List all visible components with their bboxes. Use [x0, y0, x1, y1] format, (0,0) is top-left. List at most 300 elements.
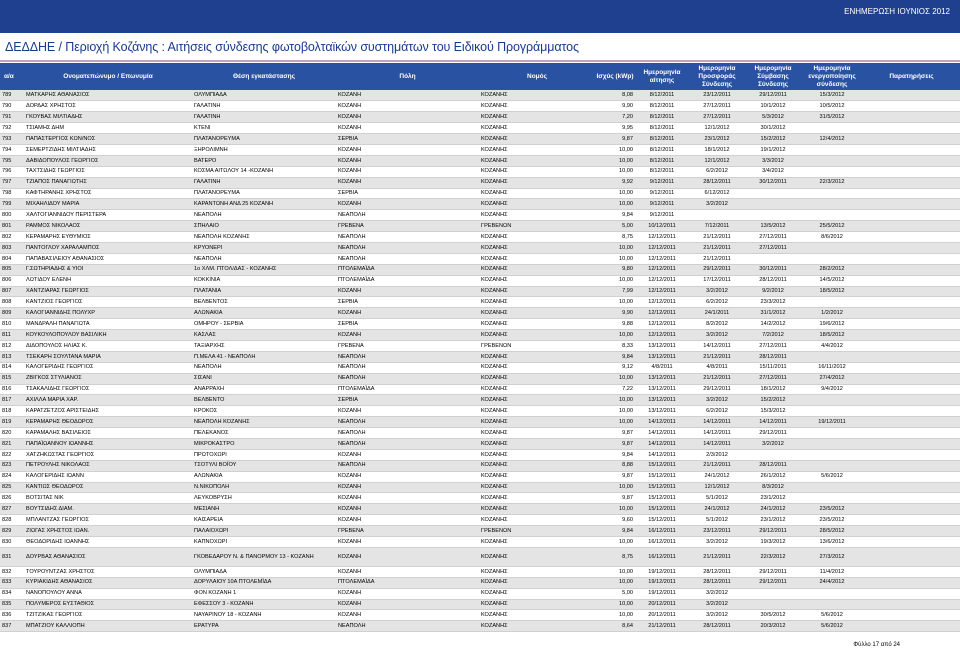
location-cell: ΚΡΟΚΟΣ: [192, 406, 336, 417]
remarks-cell: [863, 384, 960, 395]
location-cell: ΠΕΛΕΚΑΝΟΣ: [192, 428, 336, 439]
index-cell: 820: [0, 428, 24, 439]
name-cell: ΤΖΙΑΠΟΣ ΠΑΝΑΓΙΩΤΗΣ: [24, 177, 192, 188]
offer-date-cell: 4/8/2011: [689, 362, 745, 373]
table-row: [0, 537, 960, 548]
location-cell: ΚΑΙΣΑΡΕΙΑ: [192, 515, 336, 526]
activation-date-cell: [801, 449, 863, 460]
application-date-cell: 15/12/2011: [635, 471, 689, 482]
contract-date-cell: 3/2/2012: [745, 439, 801, 450]
offer-date-cell: 27/12/2011: [689, 101, 745, 112]
remarks-cell: [863, 482, 960, 493]
location-cell: ΚΟΣΜΑ ΑΙΤΩΛΟΥ 14 -ΚΟΖΑΝΗ: [192, 166, 336, 177]
name-cell: ΘΕΟΔΩΡΙΔΗΣ ΙΩΑΝΝΗΣ: [24, 537, 192, 548]
activation-date-cell: [801, 253, 863, 264]
activation-date-cell: [801, 482, 863, 493]
offer-date-cell: 21/12/2011: [689, 253, 745, 264]
power-cell: 10,00: [595, 373, 635, 384]
index-cell: 810: [0, 319, 24, 330]
remarks-cell: [863, 599, 960, 610]
city-cell: ΝΕΑΠΟΛΗ: [336, 439, 479, 450]
name-cell: ΒΟΥΤΣΙΔΗΣ ΔΙΑΜ.: [24, 504, 192, 515]
offer-date-cell: 14/12/2011: [689, 439, 745, 450]
offer-date-cell: 27/12/2011: [689, 112, 745, 123]
contract-date-cell: 18/1/2012: [745, 384, 801, 395]
col-name-header: Ονοματεπώνυμο / Επωνυμία: [63, 72, 153, 80]
activation-date-cell: 31/5/2012: [801, 112, 863, 123]
power-cell: 10,00: [595, 199, 635, 210]
name-cell: ΔΟΥΡΒΑΣ ΑΘΑΝΑΣΙΟΣ: [24, 547, 192, 566]
application-date-cell: 15/12/2011: [635, 460, 689, 471]
city-cell: ΠΤΟΛΕΜΑΪΔΑ: [336, 384, 479, 395]
power-cell: 10,00: [595, 275, 635, 286]
application-date-cell: 8/12/2011: [635, 155, 689, 166]
prefecture-cell: ΚΟΖΑΝΗΣ: [479, 537, 595, 548]
application-date-cell: 10/12/2011: [635, 221, 689, 232]
prefecture-cell: ΚΟΖΑΝΗΣ: [479, 155, 595, 166]
activation-date-cell: 5/6/2012: [801, 621, 863, 632]
location-cell: ΓΑΛΑΤΙΝΗ: [192, 112, 336, 123]
location-cell: ΚΑΣΛΑΣ: [192, 330, 336, 341]
prefecture-cell: ΚΟΖΑΝΗΣ: [479, 199, 595, 210]
name-cell: ΔΙΔΟΠΟΥΛΟΣ ΗΛΙΑΣ Κ.: [24, 340, 192, 351]
name-cell: ΤΣΕΚΑΡΗ ΣΟΥΛΤΑΝΑ ΜΑΡΙΑ: [24, 351, 192, 362]
index-cell: 795: [0, 155, 24, 166]
index-cell: 801: [0, 221, 24, 232]
name-cell: ΚΑΡΑΤΖΕΤΖΟΣ ΑΡΙΣΤΕΙΔΗΣ: [24, 406, 192, 417]
table-row: [0, 428, 960, 439]
remarks-cell: [863, 221, 960, 232]
power-cell: 9,12: [595, 362, 635, 373]
location-cell: ΟΛΥΜΠΙΑΔΑ: [192, 566, 336, 577]
offer-date-cell: 21/12/2011: [689, 547, 745, 566]
table-row: [0, 406, 960, 417]
location-cell: ΜΕΣΙΑΝΗ: [192, 504, 336, 515]
col-city-header: Πόλη: [399, 72, 416, 80]
prefecture-cell: ΚΟΖΑΝΗΣ: [479, 395, 595, 406]
remarks-cell: [863, 340, 960, 351]
name-cell: ΠΑΠΑΪΩΑΝΝΟΥ ΙΩΑΝΝΗΣ: [24, 439, 192, 450]
remarks-cell: [863, 362, 960, 373]
activation-date-cell: 19/6/2012: [801, 319, 863, 330]
activation-date-cell: [801, 599, 863, 610]
contract-date-cell: 27/12/2011: [745, 242, 801, 253]
application-date-cell: 16/12/2011: [635, 526, 689, 537]
index-cell: 832: [0, 566, 24, 577]
name-cell: ΡΑΜΜΟΣ ΝΙΚΟΛΑΟΣ: [24, 221, 192, 232]
location-cell: ΣΙΣΑΝΙ: [192, 373, 336, 384]
location-cell: ΑΛΩΝΑΚΙΑ: [192, 308, 336, 319]
table-row: [0, 101, 960, 112]
activation-date-cell: 5/6/2012: [801, 610, 863, 621]
table-row: [0, 253, 960, 264]
index-cell: 797: [0, 177, 24, 188]
offer-date-cell: 21/12/2011: [689, 373, 745, 384]
index-cell: 823: [0, 460, 24, 471]
offer-date-cell: 3/2/2012: [689, 537, 745, 548]
index-cell: 836: [0, 610, 24, 621]
activation-date-cell: [801, 428, 863, 439]
name-cell: ΔΑΒΙΔΟΠΟΥΛΟΣ ΓΕΩΡΓΙΟΣ: [24, 155, 192, 166]
name-cell: ΠΕΤΡΟΥΛΗΣ ΝΙΚΟΛΑΟΣ: [24, 460, 192, 471]
application-date-cell: 13/12/2011: [635, 395, 689, 406]
prefecture-cell: ΚΟΖΑΝΗΣ: [479, 177, 595, 188]
power-cell: 10,00: [595, 610, 635, 621]
contract-date-cell: 15/2/2012: [745, 134, 801, 145]
name-cell: ΚΥΡΙΑΚΙΔΗΣ ΑΘΑΝΑΣΙΟΣ: [24, 577, 192, 588]
contract-date-cell: 20/3/2012: [745, 621, 801, 632]
power-cell: 9,84: [595, 210, 635, 221]
offer-date-cell: 23/12/2011: [689, 90, 745, 101]
offer-date-cell: 6/2/2012: [689, 166, 745, 177]
power-cell: 10,00: [595, 253, 635, 264]
contract-date-cell: 3/4/2012: [745, 166, 801, 177]
index-cell: 830: [0, 537, 24, 548]
offer-date-cell: 2/3/2012: [689, 449, 745, 460]
index-cell: 792: [0, 123, 24, 134]
remarks-cell: [863, 449, 960, 460]
application-date-cell: 8/12/2011: [635, 166, 689, 177]
city-cell: ΝΕΑΠΟΛΗ: [336, 232, 479, 243]
city-cell: ΣΕΡΒΙΑ: [336, 395, 479, 406]
location-cell: ΝΕΑΠΟΛΗ ΚΟΖΑΝΗΣ: [192, 417, 336, 428]
application-date-cell: 14/12/2011: [635, 439, 689, 450]
city-cell: ΚΟΖΑΝΗ: [336, 599, 479, 610]
table-row: [0, 395, 960, 406]
activation-date-cell: 28/5/2012: [801, 526, 863, 537]
index-cell: 790: [0, 101, 24, 112]
application-date-cell: 13/12/2011: [635, 406, 689, 417]
city-cell: ΚΟΖΑΝΗ: [336, 286, 479, 297]
contract-date-cell: 23/1/2012: [745, 493, 801, 504]
remarks-cell: [863, 547, 960, 566]
remarks-cell: [863, 155, 960, 166]
location-cell: ΣΠΗΛΑΙΟ: [192, 221, 336, 232]
contract-date-cell: 29/12/2011: [745, 90, 801, 101]
activation-date-cell: 8/6/2012: [801, 232, 863, 243]
power-cell: 9,60: [595, 515, 635, 526]
city-cell: ΚΟΖΑΝΗ: [336, 155, 479, 166]
city-cell: ΓΡΕΒΕΝΑ: [336, 526, 479, 537]
prefecture-cell: ΚΟΖΑΝΗΣ: [479, 330, 595, 341]
contract-date-cell: 23/3/2012: [745, 297, 801, 308]
activation-date-cell: 27/4/2012: [801, 373, 863, 384]
activation-date-cell: [801, 199, 863, 210]
application-date-cell: 13/12/2011: [635, 373, 689, 384]
activation-date-cell: [801, 395, 863, 406]
power-cell: 7,99: [595, 286, 635, 297]
application-date-cell: 20/12/2011: [635, 610, 689, 621]
city-cell: ΚΟΖΑΝΗ: [336, 308, 479, 319]
city-cell: ΚΟΖΑΝΗ: [336, 482, 479, 493]
location-cell: ΔΟΡΥΛΑΙΟΥ 10Α ΠΤΟΛΕΜΪΔΑ: [192, 577, 336, 588]
name-cell: ΑΧΙΛΛΑ ΜΑΡΙΑ ΧΑΡ.: [24, 395, 192, 406]
city-cell: ΚΟΖΑΝΗ: [336, 199, 479, 210]
index-cell: 816: [0, 384, 24, 395]
application-date-cell: 14/12/2011: [635, 417, 689, 428]
table-row: [0, 210, 960, 221]
city-cell: ΝΕΑΠΟΛΗ: [336, 253, 479, 264]
index-cell: 794: [0, 144, 24, 155]
prefecture-cell: ΚΟΖΑΝΗΣ: [479, 297, 595, 308]
table-row: [0, 373, 960, 384]
name-cell: ΚΑΡΑΜΑΛΗΣ ΒΑΣΙΛΕΙΟΣ: [24, 428, 192, 439]
remarks-cell: [863, 471, 960, 482]
name-cell: ΜΑΤΚΑΡΗΣ ΑΘΑΝΑΣΙΟΣ: [24, 90, 192, 101]
city-cell: ΠΤΟΛΕΜΑΪΔΑ: [336, 275, 479, 286]
prefecture-cell: ΚΟΖΑΝΗΣ: [479, 460, 595, 471]
location-cell: ΓΑΛΑΤΙΝΗ: [192, 177, 336, 188]
offer-date-cell: 21/12/2011: [689, 232, 745, 243]
city-cell: ΚΟΖΑΝΗ: [336, 330, 479, 341]
remarks-cell: [863, 232, 960, 243]
city-cell: ΝΕΑΠΟΛΗ: [336, 351, 479, 362]
index-cell: 811: [0, 330, 24, 341]
offer-date-cell: 28/12/2011: [689, 621, 745, 632]
offer-date-cell: 24/1/2012: [689, 471, 745, 482]
application-date-cell: 13/12/2011: [635, 351, 689, 362]
offer-date-cell: 18/1/2012: [689, 144, 745, 155]
power-cell: 10,00: [595, 330, 635, 341]
contract-date-cell: [745, 199, 801, 210]
remarks-cell: [863, 351, 960, 362]
activation-date-cell: 12/4/2012: [801, 134, 863, 145]
power-cell: 8,33: [595, 340, 635, 351]
remarks-cell: [863, 439, 960, 450]
offer-date-cell: 6/2/2012: [689, 406, 745, 417]
contract-date-cell: 10/1/2012: [745, 101, 801, 112]
index-cell: 804: [0, 253, 24, 264]
index-cell: 819: [0, 417, 24, 428]
index-cell: 822: [0, 449, 24, 460]
activation-date-cell: 23/5/2012: [801, 515, 863, 526]
power-cell: 8,88: [595, 460, 635, 471]
city-cell: ΝΕΑΠΟΛΗ: [336, 362, 479, 373]
city-cell: ΚΟΖΑΝΗ: [336, 90, 479, 101]
location-cell: ΠΡΩΤΟΧΩΡΙ: [192, 449, 336, 460]
remarks-cell: [863, 373, 960, 384]
city-cell: ΓΡΕΒΕΝΑ: [336, 221, 479, 232]
table-row: [0, 319, 960, 330]
prefecture-cell: ΚΟΖΑΝΗΣ: [479, 90, 595, 101]
table-row: [0, 362, 960, 373]
city-cell: ΚΟΖΑΝΗ: [336, 537, 479, 548]
city-cell: ΚΟΖΑΝΗ: [336, 504, 479, 515]
city-cell: ΝΕΑΠΟΛΗ: [336, 210, 479, 221]
table-row: [0, 610, 960, 621]
power-cell: 8,75: [595, 547, 635, 566]
application-date-cell: 4/8/2011: [635, 362, 689, 373]
remarks-cell: [863, 123, 960, 134]
table-row: [0, 144, 960, 155]
activation-date-cell: 13/6/2012: [801, 537, 863, 548]
index-cell: 791: [0, 112, 24, 123]
city-cell: ΚΟΖΑΝΗ: [336, 547, 479, 566]
table-row: [0, 599, 960, 610]
offer-date-cell: 3/2/2012: [689, 610, 745, 621]
col-power-header: Ισχύς (kWp): [596, 72, 634, 80]
col-contract-date-header: Ημερομηνία Σύμβασης Σύνδεσης: [754, 64, 792, 88]
prefecture-cell: ΚΟΖΑΝΗΣ: [479, 112, 595, 123]
location-cell: ΕΡΑΤΥΡΑ: [192, 621, 336, 632]
contract-date-cell: 23/1/2012: [745, 515, 801, 526]
remarks-cell: [863, 177, 960, 188]
prefecture-cell: ΚΟΖΑΝΗΣ: [479, 144, 595, 155]
contract-date-cell: [745, 188, 801, 199]
name-cell: ΧΑΤΖΗΚΩΣΤΑΣ ΓΕΩΡΓΙΟΣ: [24, 449, 192, 460]
contract-date-cell: 15/3/2012: [745, 406, 801, 417]
remarks-cell: [863, 188, 960, 199]
remarks-cell: [863, 610, 960, 621]
index-cell: 796: [0, 166, 24, 177]
activation-date-cell: [801, 188, 863, 199]
index-cell: 798: [0, 188, 24, 199]
city-cell: ΚΟΖΑΝΗ: [336, 493, 479, 504]
remarks-cell: [863, 242, 960, 253]
contract-date-cell: 29/12/2011: [745, 526, 801, 537]
prefecture-cell: ΚΟΖΑΝΗΣ: [479, 428, 595, 439]
application-date-cell: 8/12/2011: [635, 123, 689, 134]
index-cell: 828: [0, 515, 24, 526]
remarks-cell: [863, 90, 960, 101]
contract-date-cell: 22/3/2012: [745, 547, 801, 566]
remarks-cell: [863, 577, 960, 588]
activation-date-cell: 25/5/2012: [801, 221, 863, 232]
application-date-cell: 14/12/2011: [635, 428, 689, 439]
power-cell: 10,00: [595, 144, 635, 155]
power-cell: 9,87: [595, 439, 635, 450]
application-date-cell: 12/12/2011: [635, 232, 689, 243]
remarks-cell: [863, 330, 960, 341]
location-cell: ΚΤΕΝΙ: [192, 123, 336, 134]
contract-date-cell: 30/12/2011: [745, 264, 801, 275]
application-date-cell: 8/12/2011: [635, 144, 689, 155]
prefecture-cell: ΚΟΖΑΝΗΣ: [479, 275, 595, 286]
application-date-cell: 12/12/2011: [635, 308, 689, 319]
index-cell: 835: [0, 599, 24, 610]
location-cell: ΒΕΛΒΕΝΤΟ: [192, 395, 336, 406]
table-row: [0, 90, 960, 101]
power-cell: 10,00: [595, 504, 635, 515]
offer-date-cell: 6/2/2012: [689, 297, 745, 308]
table-row: [0, 439, 960, 450]
offer-date-cell: 3/2/2012: [689, 286, 745, 297]
location-cell: ΠΛΑΤΑΝΟΡΕΥΜΑ: [192, 134, 336, 145]
prefecture-cell: ΓΡΕΒΕΝΩΝ: [479, 221, 595, 232]
table-row: [0, 123, 960, 134]
activation-date-cell: 14/5/2012: [801, 275, 863, 286]
city-cell: ΚΟΖΑΝΗ: [336, 515, 479, 526]
remarks-cell: [863, 526, 960, 537]
index-cell: 800: [0, 210, 24, 221]
remarks-cell: [863, 319, 960, 330]
application-date-cell: 12/12/2011: [635, 330, 689, 341]
power-cell: 9,87: [595, 134, 635, 145]
contract-date-cell: 19/3/2012: [745, 537, 801, 548]
name-cell: ΝΑΝΟΠΟΥΛΟΥ ΑΝΝΑ: [24, 588, 192, 599]
city-cell: ΣΕΡΒΙΑ: [336, 188, 479, 199]
offer-date-cell: 5/1/2012: [689, 493, 745, 504]
offer-date-cell: 21/12/2011: [689, 242, 745, 253]
contract-date-cell: 3/3/2012: [745, 155, 801, 166]
contract-date-cell: [745, 449, 801, 460]
activation-date-cell: [801, 123, 863, 134]
index-cell: 821: [0, 439, 24, 450]
location-cell: ΦΟΝ ΚΟΖΑΝΗ 1: [192, 588, 336, 599]
application-date-cell: 21/12/2011: [635, 621, 689, 632]
remarks-cell: [863, 210, 960, 221]
name-cell: ΧΑΝΤΖΙΑΡΑΣ ΓΕΩΡΓΙΟΣ: [24, 286, 192, 297]
prefecture-cell: ΚΟΖΑΝΗΣ: [479, 471, 595, 482]
application-date-cell: 12/12/2011: [635, 286, 689, 297]
city-cell: ΚΟΖΑΝΗ: [336, 449, 479, 460]
prefecture-cell: ΚΟΖΑΝΗΣ: [479, 242, 595, 253]
activation-date-cell: 28/2/2012: [801, 264, 863, 275]
contract-date-cell: 28/12/2011: [745, 460, 801, 471]
location-cell: Ν.ΝΙΚΟΠΟΛΗ: [192, 482, 336, 493]
prefecture-cell: ΚΟΖΑΝΗΣ: [479, 439, 595, 450]
remarks-cell: [863, 621, 960, 632]
application-date-cell: 19/12/2011: [635, 566, 689, 577]
prefecture-cell: ΚΟΖΑΝΗΣ: [479, 123, 595, 134]
table-row: [0, 515, 960, 526]
power-cell: 8,64: [595, 621, 635, 632]
remarks-cell: [863, 588, 960, 599]
index-cell: 825: [0, 482, 24, 493]
offer-date-cell: 23/1/2012: [689, 134, 745, 145]
location-cell: ΒΑΤΕΡΟ: [192, 155, 336, 166]
prefecture-cell: ΚΟΖΑΝΗΣ: [479, 599, 595, 610]
table-row: [0, 384, 960, 395]
index-cell: 833: [0, 577, 24, 588]
table-row: [0, 460, 960, 471]
prefecture-cell: ΚΟΖΑΝΗΣ: [479, 417, 595, 428]
col-prefecture-header: Νομός: [527, 72, 547, 80]
power-cell: 9,92: [595, 177, 635, 188]
page-footer: Φύλλο 17 από 24: [853, 642, 900, 648]
power-cell: 10,00: [595, 406, 635, 417]
table-row: [0, 351, 960, 362]
name-cell: ΓΚΟΥΒΑΣ ΜΙΛΤΙΑΔΗΣ: [24, 112, 192, 123]
name-cell: ΖΙΩΓΑΣ ΧΡΗΣΤΟΣ ΙΩΑΝ.: [24, 526, 192, 537]
application-date-cell: 12/12/2011: [635, 275, 689, 286]
prefecture-cell: ΚΟΖΑΝΗΣ: [479, 319, 595, 330]
application-date-cell: 9/12/2011: [635, 177, 689, 188]
application-date-cell: 15/12/2011: [635, 482, 689, 493]
remarks-cell: [863, 253, 960, 264]
activation-date-cell: [801, 166, 863, 177]
index-cell: 806: [0, 275, 24, 286]
power-cell: 9,84: [595, 526, 635, 537]
contract-date-cell: 27/12/2011: [745, 373, 801, 384]
offer-date-cell: 6/12/2012: [689, 188, 745, 199]
power-cell: 10,00: [595, 166, 635, 177]
power-cell: 10,00: [595, 482, 635, 493]
offer-date-cell: 8/2/2012: [689, 319, 745, 330]
location-cell: ΛΕΥΚΟΒΡΥΣΗ: [192, 493, 336, 504]
col-index-header: α/α: [4, 72, 14, 80]
application-date-cell: 19/12/2011: [635, 588, 689, 599]
offer-date-cell: 3/2/2012: [689, 599, 745, 610]
application-date-cell: 12/12/2011: [635, 264, 689, 275]
activation-date-cell: [801, 242, 863, 253]
table-row: [0, 482, 960, 493]
city-cell: ΠΤΟΛΕΜΑΪΔΑ: [336, 577, 479, 588]
offer-date-cell: 28/12/2011: [689, 177, 745, 188]
location-cell: ΑΛΩΝΑΚΙΑ: [192, 471, 336, 482]
activation-date-cell: [801, 406, 863, 417]
index-cell: 817: [0, 395, 24, 406]
